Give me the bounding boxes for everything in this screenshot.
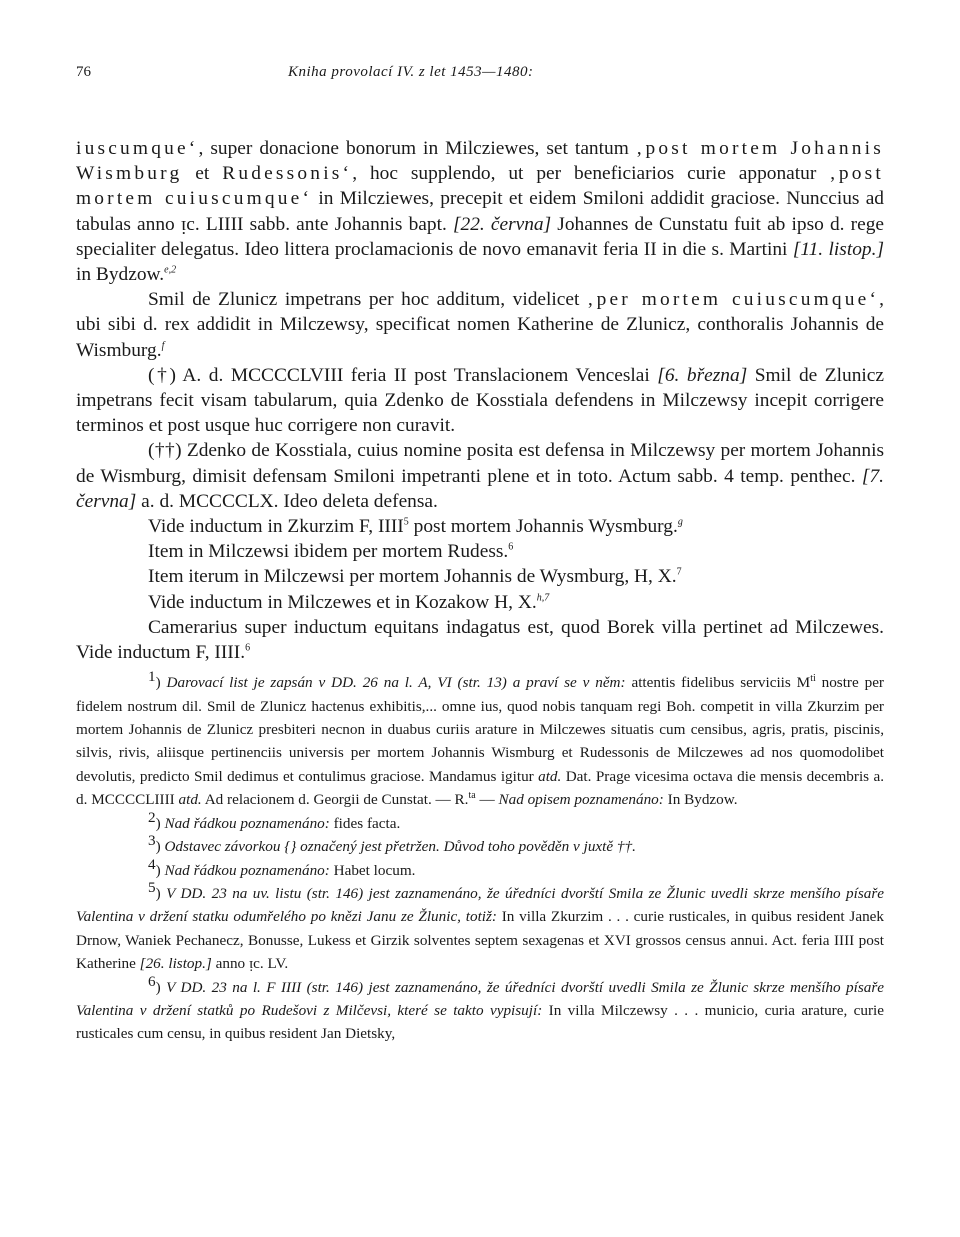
footnote-number: 1	[148, 668, 156, 686]
text: Habet locum.	[329, 861, 416, 879]
editor-note: V DD. 23 na l. F IIII (str. 146) jest zaznamenáno, že úředníci dvorští uvedli Smila ze Žlunic skrze menšího písaře Valentina v držení statků po Rudešovi z Milčevsi, které se takto vypisují:	[76, 978, 885, 1019]
text: —	[475, 791, 499, 809]
footnote-number: 3	[148, 832, 156, 850]
note-ref: 6	[508, 541, 514, 553]
text: In Bydzow.	[663, 791, 738, 809]
footnote-5: $^5$) V DD. 23 na uv. listu (str. 146) jest zaznamenáno, že úředníci dvorští Smila ze Žlunic uvedli skrze menšího písaře Valentina v držení statku odumřelého po knězi Janu ze Žlunic, totiž: In villa Zkurzim . . . curie rusticales, in quibus resident Janek Drnow, Waniek Pechanecz, Bonusse, Lukess et Girzik solventes septem sexagenas et XVI grossos census annui. Act. feria IIII post Katherine [26. listop.] anno ᴉc. LV.	[76, 878, 884, 973]
note-ref: 7	[676, 566, 682, 578]
note-ref: h,7	[536, 592, 550, 604]
editor-note: Darovací list je zapsán v DD. 26 na l. A, VI (str. 13) a praví se v něm:	[166, 674, 626, 692]
abbrev: atd.	[178, 791, 202, 809]
date-note: [11. listop.]	[792, 238, 885, 260]
footnote-number: 5	[148, 878, 156, 896]
text: Item in Milczewsi ibidem per mortem Rudess.	[148, 541, 509, 563]
editor-note: Nad opisem poznamenáno:	[498, 791, 664, 809]
text: a. d. MCCCCLX. Ideo deleta defensa.	[136, 490, 438, 512]
text: (†) A. d. MCCCCLVIII feria II post Translacionem Venceslai	[148, 364, 658, 386]
paragraph-7	[76, 564, 884, 589]
text-spaced: ‚post mortem Johannis Wismburg	[76, 138, 884, 185]
text: in Milcziewes, precepit et eidem Smiloni addidit graciose. Nunccius ad tabulas anno ᴉc. LIIII sabb. ante Johannis bapt.	[76, 188, 884, 235]
superscript: ta	[468, 790, 476, 802]
paragraph-1	[76, 136, 884, 287]
text: Dat. Prage vicesima octava die mensis decembris a. d. MCCCCLIIII	[76, 767, 885, 809]
note-ref: f	[161, 340, 165, 352]
text: anno ᴉc. LV.	[211, 955, 289, 973]
footnotes	[76, 668, 885, 1046]
main-text	[76, 136, 884, 665]
text: Smil de Zlunicz impetrans fecit visam tabularum, quia Zdenko de Kosstiala defendens in Milczewsy incepit corrigere terminos et post usque huc corrigere non curavit.	[76, 364, 884, 437]
paragraph-6	[76, 539, 884, 564]
text: post mortem Johannis Wysmburg.	[408, 516, 678, 538]
text: In villa Milczewsy . . . municio, curia arature, curie rusticales cum censu, in quibus resident Jan Dietsky,	[76, 1001, 885, 1043]
date-note: [22. června]	[452, 213, 552, 235]
text-spaced: iuscumque‘	[76, 138, 199, 159]
text: , hoc supplendo, ut per beneficiarios curie apponatur	[352, 163, 830, 185]
text: Ad relacionem d. Georgii de Cunstat. — R.	[201, 791, 469, 809]
footnote-number: 6	[148, 972, 156, 990]
paragraph-2	[76, 287, 884, 363]
text-spaced: ‚per mortem cuiuscumque‘	[586, 289, 880, 311]
paragraph-9	[76, 615, 884, 665]
text: fides facta.	[329, 814, 401, 832]
footnote-number: 4	[148, 855, 156, 873]
footnote-1: $^1$) Darovací list je zapsán v DD. 26 na l. A, VI (str. 13) a praví se v něm: attentis fidelibus serviciis $M^{ti}$ nostre per fidelem nostrum dil. Smil de Zlunicz hactenus exhibitis,... omne ius, quod nobis tanquam regi Boh. competit in villa Zkurzim per mortem Johannis de Zlunicz presbiteri necnon in duabus curiis arature in Milczewes situatis cum censibus, agris, pratis, piscinis, silvis, rivis, aliisque pertinenciis universis per mortem Johannis Wismburg et Rudessonis de Milczewes ad nos quomodolibet devolutis, predicto Smil dedimus et contulimus graciose. Mandamus igitur atd. Dat. Prage vicesima octava die mensis decembris a. d. MCCCCLIIII atd. Ad relacionem d. Georgii de Cunstat. — R.$^{ta}$ — Nad opisem poznamenáno: In Bydzow.	[76, 668, 885, 809]
text: Vide inductum in Milczewes et in Kozakow H, X.	[148, 591, 537, 613]
note-ref: g	[677, 516, 683, 528]
date-note: [26. listop.]	[139, 955, 212, 973]
text: (††) Zdenko de Kosstiala, cuius nomine posita est defensa in Milczewsy per mortem Johannis de Wismburg, dimisit defensam Smiloni impetranti plene et in toto. Actum sabb. 4 temp. penthec.	[76, 440, 884, 487]
text: Camerarius super inductum equitans indagatus est, quod Borek villa pertinet ad Milczewes. Vide inductum F, IIII.	[76, 616, 884, 664]
footnote-4: $^4$) Nad řádkou poznamenáno: Habet locum.	[148, 855, 416, 879]
text: nostre per fidelem nostrum dil. Smil de Zlunicz hactenus exhibitis,... omne ius, quod nobis tanquam regi Boh. competit in villa Zkurzim per mortem Johannis de Zlunicz presbiteri necnon in duabus curiis arature in Milczewes situatis cum censibus, agris, pratis, piscinis, silvis, rivis, aliisque pertinenciis universis per mortem Johannis Wismburg et Rudessonis de Milczewes ad nos quomodolibet devolutis, predicto Smil dedimus et contulimus graciose. Mandamus igitur	[76, 674, 884, 785]
abbrev: atd.	[538, 767, 562, 785]
editor-note: Nad řádkou poznamenáno:	[164, 814, 330, 832]
text: Johannes de Cunstatu fuit ab ipso d. rege specialiter delegatus. Ideo littera proclamacionis de novo emanavit feria II in die s. Martini	[76, 213, 884, 260]
text: Item iterum in Milczewsi per mortem Johannis de Wysmburg, H, X.	[148, 566, 677, 588]
text-spaced: Rudessonis‘	[222, 163, 353, 185]
text: , super donacione bonorum in Milcziewes, set tantum	[198, 138, 636, 159]
text: Smil de Zlunicz impetrans per hoc additum, videlicet	[148, 289, 587, 311]
running-title: Kniha provolací IV. z let 1453—1480:	[288, 64, 534, 80]
superscript: ti	[810, 673, 816, 685]
paragraph-5	[76, 514, 884, 539]
paragraph-3	[76, 363, 884, 439]
paragraph-8	[76, 590, 884, 615]
page-header	[76, 58, 884, 88]
text: et	[182, 163, 223, 185]
footnote-6: $^6$) V DD. 23 na l. F IIII (str. 146) jest zaznamenáno, že úředníci dvorští uvedli Smila ze Žlunic skrze menšího písaře Valentina v držení statků po Rudešovi z Milčevsi, které se takto vypisují: In villa Milczewsy . . . municio, curia arature, curie rusticales cum censu, in quibus resident Jan Dietsky,	[76, 972, 885, 1043]
footnote-2: $^2$) Nad řádkou poznamenáno: fides facta.	[148, 808, 401, 832]
text: In villa Zkurzim . . . curie rusticales, in quibus resident Janek Drnow, Waniek Pechanecz, Bonusse, Lukess et Girzik solventes septem sexagenas et XVI grossos census annui. Act. feria IIII post Katherine	[76, 908, 884, 973]
text: Vide inductum in Zkurzim F, IIII	[148, 516, 404, 538]
editor-note: Nad řádkou poznamenáno:	[164, 861, 330, 879]
text-spaced: ‚post mortem cuiuscumque‘	[76, 163, 884, 210]
text: , ubi sibi d. rex addidit in Milczewsy, specificat nomen Katherine de Zlunicz, conthoralis Johannis de Wismburg.	[76, 289, 884, 361]
footnote-number: 2	[148, 808, 156, 826]
note-ref: 5	[403, 516, 409, 528]
editor-note: V DD. 23 na uv. listu (str. 146) jest zaznamenáno, že úředníci dvorští Smila ze Žlunic uvedli skrze menšího písaře Valentina v držení statku odumřelého po knězi Janu ze Žlunic, totiž:	[76, 884, 884, 926]
page-number: 76	[76, 64, 91, 80]
paragraph-4	[76, 438, 884, 514]
book-page	[76, 58, 884, 1046]
date-note: [6. března]	[657, 364, 748, 386]
editor-note: Odstavec závorkou {} označený jest přetržen. Důvod toho pověděn v juxtě ††.	[164, 838, 636, 856]
note-ref: 6	[245, 642, 251, 654]
note-ref: e,2	[164, 264, 177, 276]
text: in Bydzow.	[76, 264, 165, 286]
text: attentis fidelibus serviciis M	[625, 674, 811, 692]
date-note: [7. června]	[76, 465, 884, 512]
footnote-3: $^3$) Odstavec závorkou {} označený jest přetržen. Důvod toho pověděn v juxtě ††.	[148, 832, 636, 856]
